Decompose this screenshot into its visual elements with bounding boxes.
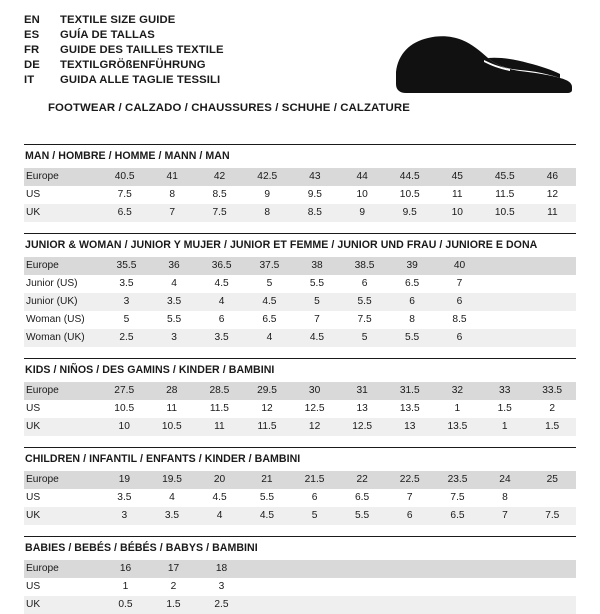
language-code: ES xyxy=(24,29,40,41)
size-cell: 21.5 xyxy=(291,471,339,489)
language-row xyxy=(24,29,224,44)
size-cell xyxy=(530,257,576,275)
size-cell: 7.5 xyxy=(529,507,576,525)
size-table xyxy=(24,560,576,614)
size-cell: 27.5 xyxy=(100,382,148,400)
size-cell: 4 xyxy=(246,329,294,347)
size-cell xyxy=(434,560,481,578)
size-table-row xyxy=(24,400,576,418)
size-table xyxy=(24,168,576,222)
size-row-label: Junior (US) xyxy=(26,278,78,289)
size-cell: 6 xyxy=(436,329,483,347)
size-cell xyxy=(482,560,529,578)
size-cell: 6 xyxy=(386,507,434,525)
size-cell: 4.5 xyxy=(246,293,294,311)
document-header xyxy=(0,0,600,114)
size-cell xyxy=(529,489,576,507)
dress-shoe-icon xyxy=(388,24,578,96)
language-row xyxy=(24,74,224,89)
size-cell xyxy=(293,596,340,614)
size-cell: 28.5 xyxy=(196,382,244,400)
size-cell: 13.5 xyxy=(399,403,420,414)
size-cell: 36 xyxy=(150,257,197,275)
language-row xyxy=(24,44,224,59)
section-title: JUNIOR & WOMAN / JUNIOR Y MUJER / JUNIOR ET FEMME / JUNIOR UND FRAU / JUNIORE E DONA xyxy=(25,239,538,251)
size-section xyxy=(24,233,576,347)
section-title: MAN / HOMBRE / HOMME / MANN / MAN xyxy=(25,150,230,162)
size-cell: 3 xyxy=(103,293,151,311)
section-title: BABIES / BEBÉS / BÉBÉS / BABYS / BAMBINI xyxy=(25,542,258,554)
size-row-label: Europe xyxy=(24,257,103,275)
size-table-row xyxy=(24,168,576,186)
size-cell xyxy=(245,578,292,596)
size-cell: 23.5 xyxy=(434,471,482,489)
size-row-label: UK xyxy=(24,507,101,525)
size-cell: 3 xyxy=(218,581,225,592)
size-cell: 1 xyxy=(481,418,528,436)
size-cell: 12.5 xyxy=(338,418,386,436)
size-cell: 8.5 xyxy=(291,204,338,222)
size-section xyxy=(24,358,576,436)
size-cell: 19 xyxy=(101,471,148,489)
size-cell: 4.5 xyxy=(214,278,229,289)
size-row-label: Europe xyxy=(24,471,101,489)
size-cell: 10.5 xyxy=(481,204,529,222)
size-cell: 31.5 xyxy=(386,382,434,400)
size-cell xyxy=(387,560,434,578)
size-cell: 13.5 xyxy=(434,418,482,436)
size-cell: 18 xyxy=(197,560,245,578)
size-table-row xyxy=(24,507,576,525)
size-cell: 5.5 xyxy=(338,507,385,525)
language-title: GUIDE DES TAILLES TEXTILE xyxy=(60,44,224,56)
size-cell: 10 xyxy=(356,189,368,200)
size-table-row xyxy=(24,257,576,275)
size-cell: 29.5 xyxy=(243,382,291,400)
size-table-body xyxy=(24,560,576,614)
size-cell: 45.5 xyxy=(481,168,529,186)
size-cell: 11 xyxy=(451,189,463,200)
language-code: EN xyxy=(24,14,40,26)
size-cell: 3 xyxy=(101,507,148,525)
size-cell: 8 xyxy=(243,204,291,222)
size-table xyxy=(24,471,576,525)
size-cell: 6 xyxy=(436,293,483,311)
size-cell: 5.5 xyxy=(259,492,275,503)
size-cell: 11.5 xyxy=(495,189,515,200)
size-cell: 3.5 xyxy=(148,507,196,525)
size-cell: 1 xyxy=(122,581,129,592)
size-cell: 11.5 xyxy=(209,403,229,414)
size-cell: 5.5 xyxy=(341,293,389,311)
size-row-label: Junior (UK) xyxy=(24,293,103,311)
size-cell xyxy=(340,560,387,578)
size-cell xyxy=(245,596,292,614)
size-cell xyxy=(529,596,576,614)
size-cell: 5 xyxy=(341,329,389,347)
size-cell: 10 xyxy=(434,204,481,222)
size-cell: 7 xyxy=(456,278,463,289)
size-cell: 6 xyxy=(218,314,225,325)
size-cell: 6.5 xyxy=(355,492,370,503)
size-cell xyxy=(530,275,576,293)
size-cell: 33 xyxy=(481,382,528,400)
size-row-label: US xyxy=(26,189,41,200)
size-cell: 3.5 xyxy=(150,293,197,311)
size-table-row xyxy=(24,382,576,400)
size-cell: 4.5 xyxy=(243,507,290,525)
language-title: GUIDA ALLE TAGLIE TESSILI xyxy=(60,74,221,86)
size-cell: 41 xyxy=(149,168,196,186)
size-cell: 22 xyxy=(338,471,385,489)
size-table xyxy=(24,382,576,436)
size-cell: 3.5 xyxy=(198,329,246,347)
size-cell: 1.5 xyxy=(497,403,512,414)
size-cell: 2 xyxy=(549,403,555,414)
size-table-body xyxy=(24,257,576,347)
size-cell xyxy=(530,293,576,311)
size-cell: 8.5 xyxy=(212,189,227,200)
size-cell: 46 xyxy=(529,168,576,186)
size-cell: 10.5 xyxy=(399,189,420,200)
size-cell xyxy=(483,329,529,347)
size-cell: 44.5 xyxy=(386,168,434,186)
size-table-row xyxy=(24,311,576,329)
size-cell: 5 xyxy=(266,278,273,289)
size-cell: 36.5 xyxy=(198,257,246,275)
size-cell: 6.5 xyxy=(262,314,277,325)
size-cell: 1 xyxy=(454,403,461,414)
size-cell: 30 xyxy=(291,382,339,400)
size-row-label: Woman (UK) xyxy=(24,329,103,347)
size-cell: 10.5 xyxy=(114,403,135,414)
size-cell: 5 xyxy=(293,293,340,311)
size-cell: 38 xyxy=(293,257,340,275)
size-table-row xyxy=(24,293,576,311)
size-cell: 11 xyxy=(166,403,178,414)
size-cell: 4.5 xyxy=(212,492,227,503)
category-heading: FOOTWEAR / CALZADO / CHAUSSURES / SCHUHE / CALZATURE xyxy=(48,102,410,114)
size-cell: 11 xyxy=(196,418,244,436)
size-cell: 16 xyxy=(101,560,149,578)
size-cell: 4 xyxy=(196,507,243,525)
size-cell: 45 xyxy=(434,168,481,186)
size-row-label: Europe xyxy=(24,560,101,578)
language-row xyxy=(24,59,224,74)
size-cell xyxy=(529,560,576,578)
language-title-body xyxy=(24,14,224,89)
size-cell: 7.5 xyxy=(196,204,243,222)
size-cell: 11.5 xyxy=(243,418,291,436)
size-cell: 22.5 xyxy=(386,471,434,489)
size-cell xyxy=(483,275,529,293)
size-cell: 7.5 xyxy=(117,189,132,200)
language-title: GUÍA DE TALLAS xyxy=(60,29,155,41)
size-cell xyxy=(387,596,434,614)
size-cell: 12.5 xyxy=(304,403,325,414)
size-cell: 38.5 xyxy=(341,257,389,275)
size-cell: 37.5 xyxy=(246,257,294,275)
size-cell: 11 xyxy=(529,204,576,222)
size-cell: 19.5 xyxy=(148,471,196,489)
size-cell: 42.5 xyxy=(243,168,291,186)
size-cell: 9 xyxy=(339,204,386,222)
size-cell: 0.5 xyxy=(101,596,149,614)
size-cell: 43 xyxy=(291,168,338,186)
size-cell xyxy=(387,578,434,596)
size-cell: 7 xyxy=(481,507,528,525)
section-title: KIDS / NIÑOS / DES GAMINS / KINDER / BAMBINI xyxy=(25,364,275,376)
size-cell: 2.5 xyxy=(103,329,151,347)
size-cell: 2.5 xyxy=(197,596,245,614)
size-cell: 44 xyxy=(339,168,386,186)
size-row-label: UK xyxy=(24,596,101,614)
size-cell: 40.5 xyxy=(101,168,149,186)
size-cell: 13 xyxy=(356,403,368,414)
size-cell: 10 xyxy=(100,418,148,436)
size-cell: 4 xyxy=(169,492,175,503)
size-cell: 6.5 xyxy=(434,507,482,525)
size-cell: 5 xyxy=(291,507,339,525)
size-cell: 7.5 xyxy=(357,314,372,325)
size-cell: 6 xyxy=(388,293,435,311)
size-cell xyxy=(340,578,387,596)
size-cell: 17 xyxy=(149,560,197,578)
size-cell: 8 xyxy=(169,189,176,200)
size-section xyxy=(24,144,576,222)
size-table-row xyxy=(24,471,576,489)
size-cell: 6.5 xyxy=(101,204,149,222)
size-cell xyxy=(530,329,576,347)
size-cell: 6 xyxy=(311,492,318,503)
size-row-label: US xyxy=(26,492,41,503)
size-cell: 39 xyxy=(388,257,435,275)
size-cell xyxy=(483,257,529,275)
size-row-label: Woman (US) xyxy=(26,314,85,325)
size-cell: 1.5 xyxy=(149,596,197,614)
size-cell: 5.5 xyxy=(388,329,435,347)
language-code: DE xyxy=(24,59,40,71)
size-cell: 6.5 xyxy=(405,278,420,289)
size-cell: 9.5 xyxy=(307,189,322,200)
size-cell: 4 xyxy=(198,293,246,311)
size-cell: 35.5 xyxy=(103,257,151,275)
size-cell xyxy=(530,311,576,329)
size-cell: 9 xyxy=(264,189,271,200)
size-cell: 2 xyxy=(170,581,177,592)
size-cell: 3.5 xyxy=(119,278,134,289)
size-section xyxy=(24,447,576,525)
size-cell xyxy=(482,596,529,614)
language-title: TEXTILGRÖßENFÜHRUNG xyxy=(60,59,206,71)
size-cell xyxy=(529,578,576,596)
size-table-body xyxy=(24,168,576,222)
size-cell: 6 xyxy=(361,278,368,289)
size-table-row xyxy=(24,560,576,578)
size-cell xyxy=(434,596,481,614)
size-cell: 42 xyxy=(196,168,243,186)
size-table-row xyxy=(24,204,576,222)
size-cell: 5 xyxy=(123,314,130,325)
size-section xyxy=(24,536,576,614)
size-cell xyxy=(483,311,529,329)
section-title: CHILDREN / INFANTIL / ENFANTS / KINDER / BAMBINI xyxy=(25,453,301,465)
size-cell: 4.5 xyxy=(293,329,340,347)
language-row xyxy=(24,14,224,29)
size-cell: 7 xyxy=(406,492,413,503)
size-cell: 24 xyxy=(481,471,528,489)
size-table-body xyxy=(24,382,576,436)
size-cell: 7 xyxy=(149,204,196,222)
size-table-row xyxy=(24,418,576,436)
size-cell: 20 xyxy=(196,471,243,489)
language-title: TEXTILE SIZE GUIDE xyxy=(60,14,176,26)
size-table-row xyxy=(24,596,576,614)
size-table-body xyxy=(24,471,576,525)
size-row-label: US xyxy=(26,403,41,414)
size-cell: 40 xyxy=(436,257,483,275)
size-cell: 3.5 xyxy=(117,492,132,503)
size-cell xyxy=(483,293,529,311)
language-title-list xyxy=(24,14,224,89)
size-cell xyxy=(340,596,387,614)
size-table-row xyxy=(24,329,576,347)
size-cell: 5.5 xyxy=(166,314,182,325)
size-cell: 28 xyxy=(148,382,196,400)
size-cell: 32 xyxy=(434,382,482,400)
size-table-row xyxy=(24,186,576,204)
size-table-row xyxy=(24,489,576,507)
size-row-label: Europe xyxy=(24,168,101,186)
size-cell: 9.5 xyxy=(386,204,434,222)
size-cell xyxy=(293,560,340,578)
size-row-label: UK xyxy=(24,204,101,222)
size-cell: 33.5 xyxy=(528,382,576,400)
size-sections xyxy=(0,144,600,614)
size-cell: 21 xyxy=(243,471,290,489)
size-cell xyxy=(245,560,292,578)
size-cell: 8.5 xyxy=(452,314,467,325)
size-table-row xyxy=(24,578,576,596)
size-cell: 12 xyxy=(291,418,339,436)
size-row-label: UK xyxy=(24,418,100,436)
size-cell: 7 xyxy=(314,314,320,325)
size-cell: 8 xyxy=(409,314,415,325)
size-cell: 4 xyxy=(171,278,177,289)
size-cell: 12 xyxy=(546,189,559,200)
size-cell: 5.5 xyxy=(309,278,325,289)
size-cell: 8 xyxy=(502,492,508,503)
size-cell: 7.5 xyxy=(450,492,465,503)
size-table xyxy=(24,257,576,347)
size-cell xyxy=(293,578,340,596)
size-cell: 31 xyxy=(338,382,386,400)
language-code: FR xyxy=(24,44,40,56)
size-table-row xyxy=(24,275,576,293)
size-cell: 13 xyxy=(386,418,434,436)
size-cell xyxy=(482,578,529,596)
size-cell: 25 xyxy=(529,471,576,489)
size-cell: 12 xyxy=(261,403,273,414)
size-row-label: Europe xyxy=(24,382,100,400)
size-cell: 1.5 xyxy=(528,418,576,436)
language-code: IT xyxy=(24,74,35,86)
size-cell: 3 xyxy=(150,329,197,347)
size-cell xyxy=(434,578,481,596)
size-cell: 10.5 xyxy=(148,418,196,436)
size-row-label: US xyxy=(26,581,41,592)
